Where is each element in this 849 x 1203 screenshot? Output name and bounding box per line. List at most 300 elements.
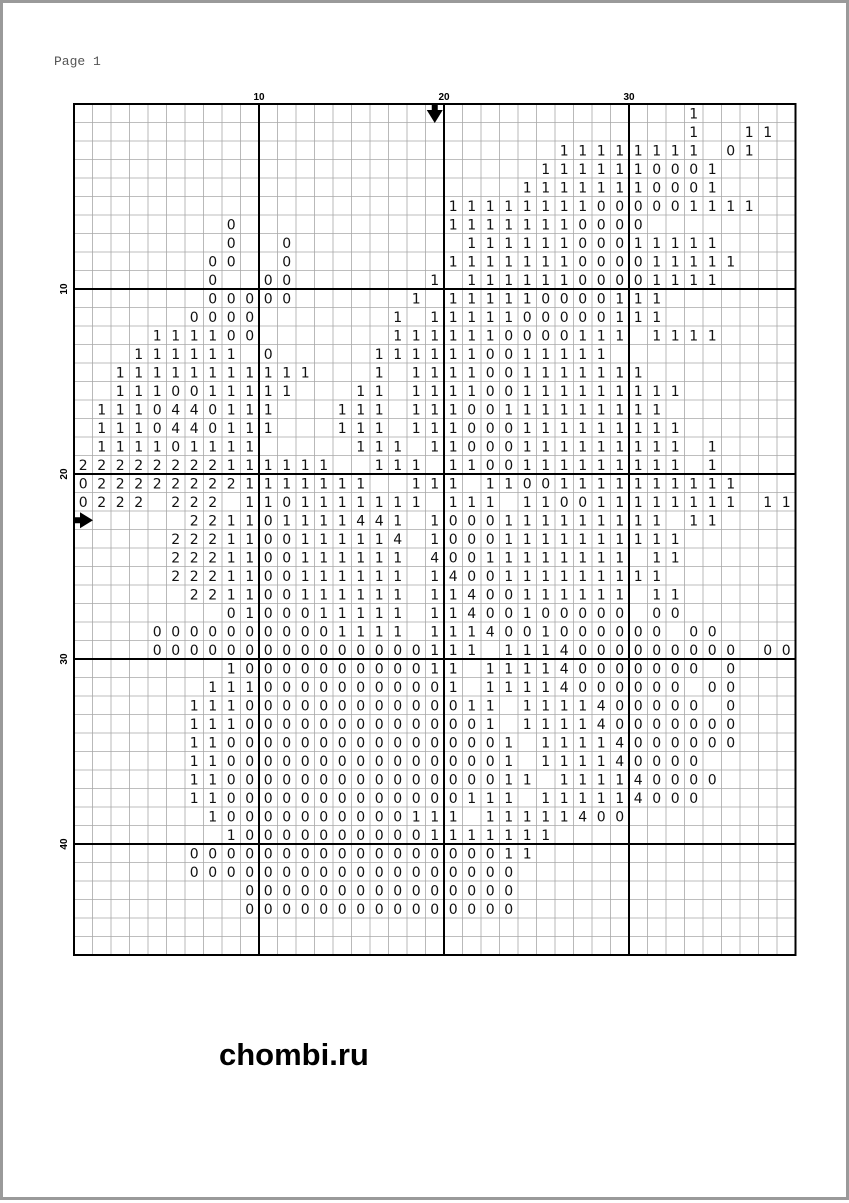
stitch-symbol: 1 xyxy=(430,420,440,437)
stitch-symbol: 0 xyxy=(245,846,255,863)
stitch-symbol: 0 xyxy=(393,716,403,733)
stitch-symbol: 1 xyxy=(504,476,514,493)
stitch-symbol: 1 xyxy=(541,161,551,178)
stitch-symbol: 1 xyxy=(559,217,569,234)
stitch-symbol: 1 xyxy=(226,383,236,400)
stitch-symbol: 1 xyxy=(245,420,255,437)
stitch-symbol: 1 xyxy=(208,346,218,363)
stitch-symbol: 1 xyxy=(282,476,292,493)
stitch-symbol: 1 xyxy=(226,346,236,363)
stitch-symbol: 0 xyxy=(337,753,347,770)
stitch-symbol: 1 xyxy=(633,457,643,474)
stitch-symbol: 1 xyxy=(467,365,477,382)
stitch-symbol: 0 xyxy=(245,624,255,641)
stitch-symbol: 1 xyxy=(504,198,514,215)
stitch-symbol: 1 xyxy=(652,235,662,252)
stitch-symbol: 1 xyxy=(652,254,662,271)
stitch-symbol: 0 xyxy=(504,587,514,604)
stitch-symbol: 1 xyxy=(411,809,421,826)
stitch-symbol: 0 xyxy=(689,180,699,197)
stitch-symbol: 0 xyxy=(374,883,384,900)
stitch-symbol: 1 xyxy=(541,568,551,585)
stitch-symbol: 0 xyxy=(356,661,366,678)
stitch-symbol: 0 xyxy=(411,661,421,678)
stitch-symbol: 1 xyxy=(485,698,495,715)
stitch-symbol: 0 xyxy=(411,716,421,733)
stitch-symbol: 0 xyxy=(226,217,236,234)
stitch-symbol: 1 xyxy=(337,587,347,604)
stitch-symbol: 1 xyxy=(504,679,514,696)
stitch-symbol: 0 xyxy=(670,716,680,733)
stitch-symbol: 0 xyxy=(707,679,717,696)
stitch-symbol: 2 xyxy=(208,587,218,604)
stitch-symbol: 0 xyxy=(300,698,310,715)
stitch-symbol: 0 xyxy=(319,735,329,752)
stitch-symbol: 0 xyxy=(300,624,310,641)
stitch-symbol: 4 xyxy=(467,605,477,622)
stitch-symbol: 1 xyxy=(115,383,125,400)
stitch-symbol: 1 xyxy=(541,254,551,271)
stitch-symbol: 0 xyxy=(319,772,329,789)
stitch-symbol: 1 xyxy=(541,735,551,752)
stitch-symbol: 0 xyxy=(189,309,199,326)
stitch-symbol: 1 xyxy=(448,198,458,215)
stitch-symbol: 1 xyxy=(559,531,569,548)
stitch-symbol: 1 xyxy=(522,420,532,437)
stitch-symbol: 1 xyxy=(226,457,236,474)
stitch-symbol: 1 xyxy=(245,550,255,567)
stitch-symbol: 0 xyxy=(652,198,662,215)
stitch-symbol: 1 xyxy=(559,716,569,733)
stitch-symbol: 1 xyxy=(541,402,551,419)
stitch-symbol: 1 xyxy=(374,346,384,363)
stitch-symbol: 4 xyxy=(485,624,495,641)
stitch-symbol: 1 xyxy=(504,772,514,789)
stitch-symbol: 0 xyxy=(208,846,218,863)
stitch-symbol: 1 xyxy=(208,735,218,752)
stitch-symbol: 0 xyxy=(319,901,329,918)
stitch-symbol: 1 xyxy=(707,180,717,197)
stitch-symbol: 1 xyxy=(615,180,625,197)
stitch-symbol: 0 xyxy=(670,605,680,622)
stitch-symbol: 0 xyxy=(615,235,625,252)
stitch-symbol: 0 xyxy=(78,494,88,511)
stitch-symbol: 1 xyxy=(504,254,514,271)
stitch-symbol: 0 xyxy=(171,624,181,641)
stitch-symbol: 1 xyxy=(633,531,643,548)
stitch-symbol: 1 xyxy=(559,272,569,289)
stitch-symbol: 1 xyxy=(541,217,551,234)
stitch-symbol: 1 xyxy=(430,642,440,659)
stitch-symbol: 1 xyxy=(430,328,440,345)
stitch-symbol: 4 xyxy=(633,790,643,807)
stitch-symbol: 1 xyxy=(504,846,514,863)
stitch-symbol: 1 xyxy=(522,402,532,419)
stitch-symbol: 2 xyxy=(208,494,218,511)
x-axis-label: 30 xyxy=(623,92,635,103)
stitch-symbol: 0 xyxy=(319,883,329,900)
stitch-symbol: 0 xyxy=(374,901,384,918)
stitch-symbol: 4 xyxy=(448,568,458,585)
stitch-symbol: 1 xyxy=(615,328,625,345)
stitch-symbol: 0 xyxy=(485,531,495,548)
stitch-symbol: 1 xyxy=(559,772,569,789)
stitch-symbol: 1 xyxy=(300,550,310,567)
stitch-symbol: 1 xyxy=(134,383,144,400)
stitch-symbol: 1 xyxy=(263,402,273,419)
stitch-symbol: 1 xyxy=(707,235,717,252)
stitch-symbol: 0 xyxy=(263,679,273,696)
stitch-symbol: 1 xyxy=(559,180,569,197)
stitch-symbol: 1 xyxy=(615,587,625,604)
stitch-symbol: 0 xyxy=(467,420,477,437)
stitch-symbol: 1 xyxy=(134,420,144,437)
stitch-symbol: 1 xyxy=(356,494,366,511)
stitch-symbol: 0 xyxy=(430,864,440,881)
stitch-symbol: 0 xyxy=(282,827,292,844)
stitch-symbol: 0 xyxy=(559,605,569,622)
stitch-symbol: 1 xyxy=(171,365,181,382)
stitch-symbol: 2 xyxy=(208,457,218,474)
stitch-symbol: 1 xyxy=(374,383,384,400)
stitch-symbol: 1 xyxy=(559,513,569,530)
stitch-symbol: 1 xyxy=(337,531,347,548)
stitch-symbol: 1 xyxy=(522,531,532,548)
stitch-symbol: 1 xyxy=(300,531,310,548)
stitch-symbol: 0 xyxy=(670,698,680,715)
stitch-symbol: 0 xyxy=(559,624,569,641)
stitch-symbol: 1 xyxy=(300,365,310,382)
stitch-symbol: 2 xyxy=(189,568,199,585)
stitch-symbol: 0 xyxy=(300,753,310,770)
stitch-symbol: 1 xyxy=(578,143,588,160)
stitch-symbol: 0 xyxy=(282,587,292,604)
stitch-symbol: 1 xyxy=(115,420,125,437)
stitch-symbol: 0 xyxy=(263,661,273,678)
stitch-symbol: 1 xyxy=(411,402,421,419)
stitch-symbol: 0 xyxy=(726,143,736,160)
stitch-symbol: 0 xyxy=(633,624,643,641)
stitch-symbol: 1 xyxy=(245,365,255,382)
stitch-symbol: 1 xyxy=(374,402,384,419)
stitch-symbol: 0 xyxy=(559,494,569,511)
stitch-symbol: 0 xyxy=(430,883,440,900)
stitch-symbol: 1 xyxy=(541,550,551,567)
stitch-symbol: 4 xyxy=(430,550,440,567)
stitch-symbol: 1 xyxy=(485,328,495,345)
stitch-symbol: 1 xyxy=(356,568,366,585)
stitch-symbol: 0 xyxy=(448,772,458,789)
stitch-symbol: 2 xyxy=(208,476,218,493)
stitch-symbol: 2 xyxy=(134,476,144,493)
stitch-symbol: 0 xyxy=(411,735,421,752)
stitch-symbol: 1 xyxy=(744,124,754,141)
stitch-symbol: 1 xyxy=(670,383,680,400)
stitch-symbol: 0 xyxy=(300,605,310,622)
stitch-symbol: 1 xyxy=(652,568,662,585)
stitch-symbol: 1 xyxy=(633,180,643,197)
stitch-symbol: 0 xyxy=(337,661,347,678)
stitch-symbol: 0 xyxy=(541,291,551,308)
stitch-symbol: 0 xyxy=(337,809,347,826)
stitch-symbol: 1 xyxy=(541,587,551,604)
stitch-symbol: 0 xyxy=(393,735,403,752)
stitch-symbol: 0 xyxy=(763,642,773,659)
stitch-symbol: 1 xyxy=(411,420,421,437)
stitch-symbol: 0 xyxy=(226,291,236,308)
stitch-symbol: 1 xyxy=(615,550,625,567)
stitch-symbol: 0 xyxy=(245,827,255,844)
stitch-symbol: 0 xyxy=(393,883,403,900)
stitch-symbol: 1 xyxy=(430,365,440,382)
stitch-symbol: 0 xyxy=(393,753,403,770)
stitch-symbol: 1 xyxy=(596,180,606,197)
stitch-symbol: 0 xyxy=(393,827,403,844)
stitch-symbol: 1 xyxy=(559,568,569,585)
stitch-symbol: 0 xyxy=(559,328,569,345)
stitch-symbol: 1 xyxy=(448,420,458,437)
stitch-symbol: 1 xyxy=(411,365,421,382)
stitch-symbol: 0 xyxy=(282,568,292,585)
stitch-symbol: 0 xyxy=(374,716,384,733)
stitch-symbol: 1 xyxy=(633,309,643,326)
stitch-symbol: 1 xyxy=(689,235,699,252)
stitch-symbol: 0 xyxy=(263,642,273,659)
stitch-symbol: 0 xyxy=(485,420,495,437)
stitch-symbol: 1 xyxy=(522,679,532,696)
stitch-symbol: 0 xyxy=(430,716,440,733)
stitch-symbol: 1 xyxy=(226,568,236,585)
stitch-symbol: 0 xyxy=(208,402,218,419)
stitch-symbol: 0 xyxy=(171,642,181,659)
stitch-symbol: 1 xyxy=(319,550,329,567)
stitch-symbol: 0 xyxy=(448,716,458,733)
stitch-symbol: 1 xyxy=(596,772,606,789)
stitch-symbol: 1 xyxy=(282,365,292,382)
stitch-symbol: 1 xyxy=(670,143,680,160)
stitch-symbol: 1 xyxy=(726,476,736,493)
stitch-symbol: 0 xyxy=(615,217,625,234)
stitch-symbol: 0 xyxy=(485,457,495,474)
stitch-symbol: 1 xyxy=(337,624,347,641)
stitch-symbol: 1 xyxy=(430,309,440,326)
stitch-symbol: 2 xyxy=(189,587,199,604)
stitch-symbol: 0 xyxy=(670,180,680,197)
stitch-symbol: 1 xyxy=(707,494,717,511)
stitch-symbol: 1 xyxy=(522,254,532,271)
stitch-symbol: 0 xyxy=(485,346,495,363)
stitch-symbol: 0 xyxy=(411,642,421,659)
stitch-symbol: 0 xyxy=(263,531,273,548)
stitch-symbol: 0 xyxy=(245,642,255,659)
stitch-symbol: 1 xyxy=(726,254,736,271)
stitch-symbol: 1 xyxy=(393,328,403,345)
stitch-symbol: 0 xyxy=(263,809,273,826)
stitch-symbol: 1 xyxy=(504,661,514,678)
stitch-symbol: 1 xyxy=(208,716,218,733)
stitch-symbol: 0 xyxy=(504,346,514,363)
stitch-symbol: 1 xyxy=(485,476,495,493)
stitch-symbol: 1 xyxy=(633,161,643,178)
stitch-symbol: 1 xyxy=(670,254,680,271)
stitch-symbol: 0 xyxy=(689,624,699,641)
stitch-symbol: 1 xyxy=(319,476,329,493)
stitch-symbol: 1 xyxy=(226,827,236,844)
stitch-symbol: 0 xyxy=(282,254,292,271)
stitch-symbol: 1 xyxy=(541,624,551,641)
stitch-symbol: 1 xyxy=(448,476,458,493)
stitch-symbol: 1 xyxy=(559,198,569,215)
stitch-symbol: 0 xyxy=(485,883,495,900)
stitch-symbol: 0 xyxy=(263,846,273,863)
stitch-symbol: 0 xyxy=(689,790,699,807)
stitch-symbol: 0 xyxy=(541,476,551,493)
stitch-symbol: 0 xyxy=(726,642,736,659)
stitch-symbol: 0 xyxy=(541,328,551,345)
stitch-symbol: 0 xyxy=(78,476,88,493)
stitch-symbol: 1 xyxy=(559,809,569,826)
stitch-symbol: 0 xyxy=(393,772,403,789)
stitch-symbol: 1 xyxy=(559,420,569,437)
stitch-symbol: 1 xyxy=(596,735,606,752)
stitch-symbol: 1 xyxy=(652,457,662,474)
stitch-symbol: 0 xyxy=(596,309,606,326)
stitch-symbol: 0 xyxy=(356,846,366,863)
stitch-symbol: 1 xyxy=(226,550,236,567)
stitch-symbol: 4 xyxy=(374,513,384,530)
stitch-symbol: 0 xyxy=(596,642,606,659)
stitch-symbol: 1 xyxy=(393,494,403,511)
stitch-symbol: 4 xyxy=(559,679,569,696)
stitch-symbol: 1 xyxy=(522,513,532,530)
stitch-symbol: 2 xyxy=(115,476,125,493)
stitch-symbol: 0 xyxy=(245,309,255,326)
stitch-symbol: 1 xyxy=(485,661,495,678)
stitch-symbol: 1 xyxy=(430,587,440,604)
stitch-symbol: 1 xyxy=(263,365,273,382)
stitch-symbol: 0 xyxy=(411,772,421,789)
stitch-symbol: 0 xyxy=(633,217,643,234)
stitch-symbol: 1 xyxy=(485,679,495,696)
stitch-symbol: 1 xyxy=(448,494,458,511)
stitch-symbol: 1 xyxy=(448,624,458,641)
stitch-symbol: 1 xyxy=(171,328,181,345)
stitch-symbol: 0 xyxy=(319,642,329,659)
stitch-symbol: 2 xyxy=(97,494,107,511)
stitch-symbol: 1 xyxy=(300,568,310,585)
stitch-symbol: 1 xyxy=(615,291,625,308)
stitch-symbol: 0 xyxy=(393,679,403,696)
stitch-symbol: 1 xyxy=(522,217,532,234)
stitch-symbol: 0 xyxy=(596,624,606,641)
stitch-symbol: 1 xyxy=(615,772,625,789)
stitch-symbol: 1 xyxy=(448,439,458,456)
stitch-symbol: 4 xyxy=(559,642,569,659)
stitch-symbol: 2 xyxy=(208,550,218,567)
stitch-symbol: 0 xyxy=(245,735,255,752)
stitch-symbol: 1 xyxy=(615,420,625,437)
stitch-symbol: 1 xyxy=(448,254,458,271)
stitch-symbol: 0 xyxy=(337,827,347,844)
stitch-symbol: 0 xyxy=(208,291,218,308)
stitch-symbol: 1 xyxy=(393,550,403,567)
stitch-symbol: 1 xyxy=(615,143,625,160)
stitch-symbol: 1 xyxy=(615,476,625,493)
stitch-symbol: 1 xyxy=(356,402,366,419)
stitch-symbol: 0 xyxy=(245,661,255,678)
stitch-symbol: 1 xyxy=(596,328,606,345)
stitch-symbol: 1 xyxy=(689,476,699,493)
stitch-symbol: 2 xyxy=(171,476,181,493)
stitch-symbol: 1 xyxy=(485,235,495,252)
stitch-symbol: 0 xyxy=(393,809,403,826)
stitch-symbol: 1 xyxy=(374,624,384,641)
stitch-symbol: 0 xyxy=(652,679,662,696)
stitch-symbol: 0 xyxy=(411,827,421,844)
stitch-symbol: 0 xyxy=(374,864,384,881)
stitch-symbol: 0 xyxy=(226,753,236,770)
stitch-symbol: 1 xyxy=(411,383,421,400)
stitch-symbol: 1 xyxy=(596,161,606,178)
stitch-symbol: 0 xyxy=(448,846,458,863)
stitch-symbol: 0 xyxy=(263,587,273,604)
stitch-symbol: 0 xyxy=(300,661,310,678)
stitch-symbol: 0 xyxy=(263,568,273,585)
stitch-symbol: 1 xyxy=(152,365,162,382)
stitch-symbol: 1 xyxy=(152,328,162,345)
stitch-symbol: 0 xyxy=(578,217,588,234)
stitch-symbol: 0 xyxy=(652,642,662,659)
stitch-symbol: 0 xyxy=(615,661,625,678)
stitch-symbol: 0 xyxy=(707,772,717,789)
stitch-symbol: 0 xyxy=(652,790,662,807)
stitch-symbol: 1 xyxy=(615,494,625,511)
stitch-symbol: 0 xyxy=(726,661,736,678)
stitch-symbol: 1 xyxy=(596,457,606,474)
stitch-symbol: 0 xyxy=(448,901,458,918)
stitch-symbol: 1 xyxy=(596,790,606,807)
stitch-symbol: 0 xyxy=(726,679,736,696)
stitch-symbol: 1 xyxy=(522,661,532,678)
stitch-symbol: 0 xyxy=(245,698,255,715)
stitch-symbol: 1 xyxy=(319,531,329,548)
stitch-symbol: 1 xyxy=(504,272,514,289)
stitch-symbol: 0 xyxy=(282,864,292,881)
stitch-symbol: 1 xyxy=(689,124,699,141)
stitch-symbol: 1 xyxy=(115,402,125,419)
stitch-symbol: 1 xyxy=(374,587,384,604)
stitch-symbol: 0 xyxy=(263,716,273,733)
stitch-symbol: 0 xyxy=(578,272,588,289)
stitch-symbol: 0 xyxy=(300,809,310,826)
stitch-symbol: 0 xyxy=(504,624,514,641)
stitch-symbol: 1 xyxy=(337,420,347,437)
stitch-symbol: 1 xyxy=(467,328,477,345)
stitch-symbol: 0 xyxy=(226,328,236,345)
stitch-symbol: 1 xyxy=(467,457,477,474)
stitch-symbol: 1 xyxy=(374,457,384,474)
stitch-symbol: 1 xyxy=(448,642,458,659)
stitch-symbol: 0 xyxy=(189,383,199,400)
stitch-symbol: 1 xyxy=(559,790,569,807)
stitch-symbol: 1 xyxy=(245,494,255,511)
stitch-symbol: 1 xyxy=(300,457,310,474)
stitch-symbol: 0 xyxy=(319,790,329,807)
stitch-symbol: 1 xyxy=(319,494,329,511)
stitch-symbol: 0 xyxy=(300,901,310,918)
stitch-symbol: 1 xyxy=(726,494,736,511)
stitch-symbol: 0 xyxy=(430,901,440,918)
